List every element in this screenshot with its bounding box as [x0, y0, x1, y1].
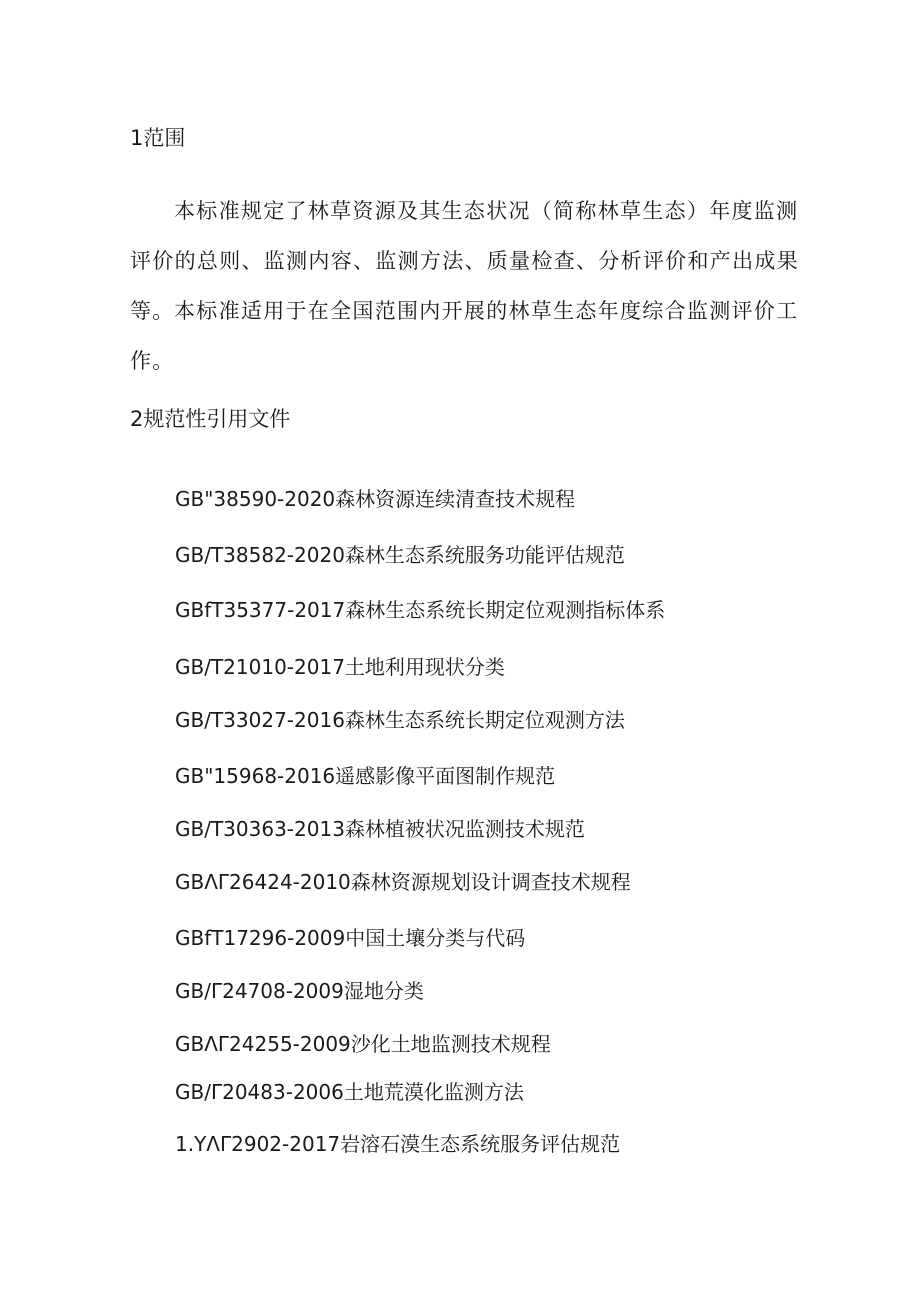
reference-item: GBΛΓ26424-2010森林资源规划设计调查技术规程 — [175, 870, 631, 894]
scope-paragraph-2-text: 本标准适用于在全国范围内开展的林草生态年度综合监测评价工作。 — [130, 299, 799, 373]
section-1-heading: 1范围 — [130, 126, 186, 150]
reference-item: GB/T30363-2013森林植被状况监测技术规范 — [175, 817, 585, 841]
reference-item: GB/Γ24708-2009湿地分类 — [175, 979, 424, 1003]
reference-item: GB/Γ20483-2006土地荒漠化监测方法 — [175, 1080, 524, 1104]
reference-item: 1.YΛΓ2902-2017岩溶石漠生态系统服务评估规范 — [175, 1132, 621, 1156]
reference-item: GB"15968-2016遥感影像平面图制作规范 — [175, 764, 556, 788]
section-2-heading: 2规范性引用文件 — [130, 407, 291, 431]
scope-paragraph-1-text: 本标准规定了林草资源及其生态状况（简称林草生态）年度监测评价的总则、监测内容、监测方法、质量检查、分析评价和产出成果等。 — [130, 199, 799, 323]
reference-item: GB/T21010-2017土地利用现状分类 — [175, 655, 505, 679]
reference-item: GBfT17296-2009中国土壤分类与代码 — [175, 926, 526, 950]
reference-item: GBΛΓ24255-2009沙化土地监测技术规程 — [175, 1032, 551, 1056]
reference-item: GBfT35377-2017森林生态系统长期定位观测指标体系 — [175, 598, 666, 622]
reference-item: GB"38590-2020森林资源连续清查技术规程 — [175, 487, 576, 511]
reference-item: GB/T33027-2016森林生态系统长期定位观测方法 — [175, 708, 625, 732]
reference-item: GB/T38582-2020森林生态系统服务功能评估规范 — [175, 543, 625, 567]
scope-paragraph-2 — [130, 286, 810, 386]
